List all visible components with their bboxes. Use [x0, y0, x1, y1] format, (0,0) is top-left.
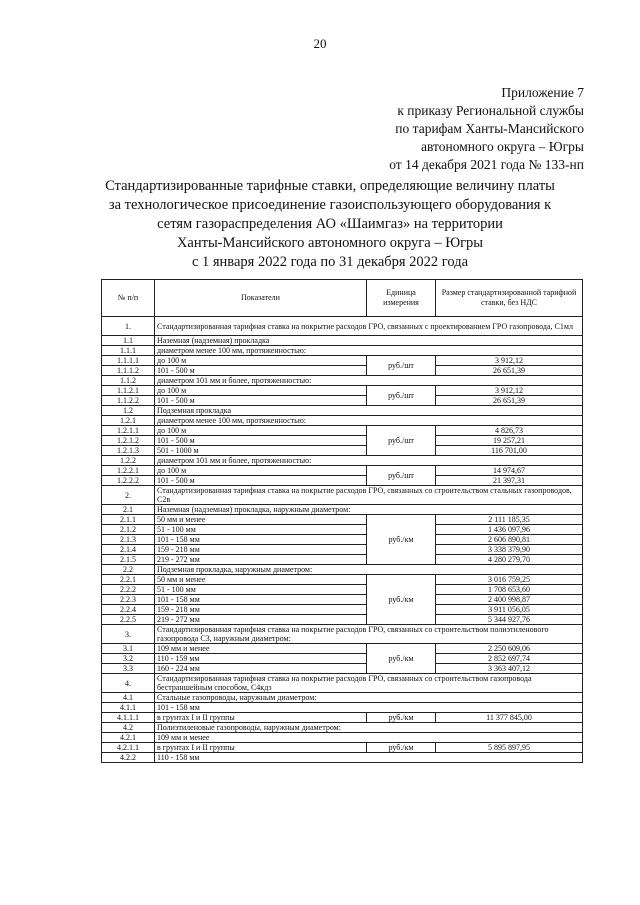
table-row	[102, 505, 583, 515]
table-row	[102, 436, 583, 446]
row-value: 3 363 407,12	[436, 664, 583, 674]
table-row	[102, 615, 583, 625]
row-number: 2.1.4	[102, 545, 155, 555]
row-number: 3.	[102, 625, 155, 644]
row-value: 2 111 185,35	[436, 515, 583, 525]
row-indicator: 101 - 158 мм	[155, 595, 367, 605]
table-row	[102, 456, 583, 466]
row-value: 14 974,67	[436, 466, 583, 476]
row-number: 4.1.1.1	[102, 713, 155, 723]
row-indicator: 101 - 500 м	[155, 436, 367, 446]
title-line: Ханты-Мансийского автономного округа – Югры	[176, 235, 484, 251]
row-number: 1.2.1.2	[102, 436, 155, 446]
appendix-line: автономного округа – Югры	[421, 139, 584, 154]
row-indicator: 110 - 159 мм	[155, 654, 367, 664]
row-number: 4.2.2	[102, 753, 155, 763]
table-row	[102, 565, 583, 575]
tariff-table	[101, 279, 583, 763]
row-number: 2.1.2	[102, 525, 155, 535]
table-row	[102, 644, 583, 654]
row-value: 2 606 890,81	[436, 535, 583, 545]
table-row	[102, 575, 583, 585]
row-indicator: 101 - 500 м	[155, 396, 367, 406]
table-row	[102, 525, 583, 535]
table-row	[102, 595, 583, 605]
row-indicator: 101 - 500 м	[155, 476, 367, 486]
header-indicator: Показатели	[155, 280, 367, 317]
table-row	[102, 674, 583, 693]
title-line: сетям газораспределения АО «Шаимгаз» на территории	[157, 216, 503, 232]
row-number: 2.	[102, 486, 155, 505]
row-unit: руб./км	[367, 515, 436, 565]
row-indicator: 501 - 1000 м	[155, 446, 367, 456]
row-indicator: 50 мм и менее	[155, 515, 367, 525]
row-indicator: 219 - 272 мм	[155, 615, 367, 625]
row-number: 4.2	[102, 723, 155, 733]
row-number: 2.2.2	[102, 585, 155, 595]
row-indicator: Стандартизированная тарифная ставка на покрытие расходов ГРО, связанных со строительством газопровода бестраншейным способом, С4кдз	[155, 674, 583, 693]
row-number: 2.1.1	[102, 515, 155, 525]
table-row	[102, 545, 583, 555]
row-value: 3 911 056,05	[436, 605, 583, 615]
row-number: 2.1	[102, 505, 155, 515]
row-indicator: Стандартизированная тарифная ставка на покрытие расходов ГРО, связанных со строительством стальных газопроводов, С2в	[155, 486, 583, 505]
row-indicator: 219 - 272 мм	[155, 555, 367, 565]
row-unit: руб./шт	[367, 356, 436, 376]
row-value: 11 377 845,00	[436, 713, 583, 723]
appendix-line: по тарифам Ханты-Мансийского	[395, 121, 584, 136]
row-value: 26 651,39	[436, 396, 583, 406]
row-number: 2.2.5	[102, 615, 155, 625]
table-row	[102, 743, 583, 753]
table-row	[102, 605, 583, 615]
row-value: 3 912,12	[436, 356, 583, 366]
row-value: 5 344 927,76	[436, 615, 583, 625]
row-indicator: 109 мм и менее	[155, 733, 583, 743]
table-row	[102, 396, 583, 406]
row-number: 3.1	[102, 644, 155, 654]
row-indicator: 51 - 100 мм	[155, 525, 367, 535]
table-row	[102, 654, 583, 664]
table-row	[102, 406, 583, 416]
appendix-line: к приказу Региональной службы	[397, 103, 584, 118]
row-number: 1.2.1.3	[102, 446, 155, 456]
row-indicator: 159 - 218 мм	[155, 545, 367, 555]
appendix-block	[389, 84, 584, 174]
title-line: за технологическое присоединение газоиспользующего оборудования к	[108, 197, 552, 213]
row-indicator: диаметром менее 100 мм, протяженностью:	[155, 416, 583, 426]
table-row	[102, 376, 583, 386]
row-number: 4.2.1	[102, 733, 155, 743]
row-value: 3 338 379,90	[436, 545, 583, 555]
table-row	[102, 723, 583, 733]
table-row	[102, 515, 583, 525]
row-number: 2.2.3	[102, 595, 155, 605]
row-unit: руб./шт	[367, 386, 436, 406]
row-indicator: 50 мм и менее	[155, 575, 367, 585]
row-value: 19 257,21	[436, 436, 583, 446]
row-unit: руб./км	[367, 644, 436, 674]
table-row	[102, 733, 583, 743]
row-indicator: Стандартизированная тарифная ставка на покрытие расходов ГРО, связанных с проектированием ГРО газопровода, С1мл	[155, 317, 583, 336]
row-indicator: 101 - 158 мм	[155, 703, 583, 713]
row-number: 1.2.2.2	[102, 476, 155, 486]
row-indicator: 51 - 100 мм	[155, 585, 367, 595]
row-indicator: 101 - 500 м	[155, 366, 367, 376]
row-number: 2.1.5	[102, 555, 155, 565]
row-value: 2 400 998,87	[436, 595, 583, 605]
table-row	[102, 446, 583, 456]
row-number: 1.2	[102, 406, 155, 416]
appendix-line: Приложение 7	[501, 85, 584, 100]
row-value: 4 826,73	[436, 426, 583, 436]
row-indicator: Наземная (надземная) прокладка	[155, 336, 583, 346]
row-indicator: до 100 м	[155, 466, 367, 476]
row-indicator: 101 - 158 мм	[155, 535, 367, 545]
row-number: 1.1.2	[102, 376, 155, 386]
table-row	[102, 366, 583, 376]
table-row	[102, 346, 583, 356]
table-row	[102, 585, 583, 595]
table-body	[102, 317, 583, 763]
row-indicator: Подземная прокладка, наружным диаметром:	[155, 565, 583, 575]
row-number: 1.2.2	[102, 456, 155, 466]
table-row	[102, 535, 583, 545]
row-number: 1.1.1.2	[102, 366, 155, 376]
row-value: 1 436 097,96	[436, 525, 583, 535]
row-number: 2.2.4	[102, 605, 155, 615]
row-number: 1.2.1.1	[102, 426, 155, 436]
table-row	[102, 416, 583, 426]
document-title	[70, 177, 590, 272]
row-value: 2 250 609,06	[436, 644, 583, 654]
page-number: 20	[313, 36, 327, 51]
row-number: 4.	[102, 674, 155, 693]
row-number: 2.1.3	[102, 535, 155, 545]
table-row	[102, 466, 583, 476]
title-line: с 1 января 2022 года по 31 декабря 2022 года	[191, 254, 469, 270]
row-number: 2.2.1	[102, 575, 155, 585]
row-number: 3.2	[102, 654, 155, 664]
row-number: 4.1	[102, 693, 155, 703]
table-row	[102, 476, 583, 486]
row-value: 116 701,00	[436, 446, 583, 456]
row-unit: руб./км	[367, 575, 436, 625]
table-row	[102, 426, 583, 436]
table-row	[102, 664, 583, 674]
row-unit: руб./шт	[367, 426, 436, 456]
row-number: 1.1.2.1	[102, 386, 155, 396]
row-number: 1.1.2.2	[102, 396, 155, 406]
row-indicator: диаметром 101 мм и более, протяженностью:	[155, 376, 583, 386]
row-indicator: 160 - 224 мм	[155, 664, 367, 674]
row-number: 1.1	[102, 336, 155, 346]
row-number: 4.1.1	[102, 703, 155, 713]
row-number: 1.1.1	[102, 346, 155, 356]
table-row	[102, 317, 583, 336]
row-indicator: Наземная (надземная) прокладка, наружным диаметром:	[155, 505, 583, 515]
table-row	[102, 713, 583, 723]
table-row	[102, 703, 583, 713]
row-value: 21 397,31	[436, 476, 583, 486]
row-unit: руб./км	[367, 713, 436, 723]
header-num: № п/п	[102, 280, 155, 317]
table-row	[102, 336, 583, 346]
row-indicator: 109 мм и менее	[155, 644, 367, 654]
row-number: 1.2.2.1	[102, 466, 155, 476]
row-number: 1.2.1	[102, 416, 155, 426]
row-indicator: в грунтах I и II группы	[155, 743, 367, 753]
row-value: 1 708 653,60	[436, 585, 583, 595]
row-number: 4.2.1.1	[102, 743, 155, 753]
table-row	[102, 625, 583, 644]
table-header-row	[102, 280, 583, 317]
table-row	[102, 486, 583, 505]
row-value: 2 852 697,74	[436, 654, 583, 664]
table-row	[102, 356, 583, 366]
table-row	[102, 555, 583, 565]
row-number: 1.1.1.1	[102, 356, 155, 366]
row-indicator: Подземная прокладка	[155, 406, 583, 416]
row-indicator: Стальные газопроводы, наружным диаметром:	[155, 693, 583, 703]
table-row	[102, 753, 583, 763]
header-unit: Единица измерения	[367, 280, 436, 317]
row-indicator: до 100 м	[155, 386, 367, 396]
row-indicator: 159 - 218 мм	[155, 605, 367, 615]
table-row	[102, 386, 583, 396]
row-indicator: в грунтах I и II группы	[155, 713, 367, 723]
row-indicator: Полиэтиленовые газопроводы, наружным диаметром:	[155, 723, 583, 733]
table-row	[102, 693, 583, 703]
row-value: 3 912,12	[436, 386, 583, 396]
row-value: 26 651,39	[436, 366, 583, 376]
row-indicator: до 100 м	[155, 426, 367, 436]
row-indicator: 110 - 158 мм	[155, 753, 583, 763]
row-number: 1.	[102, 317, 155, 336]
row-unit: руб./км	[367, 743, 436, 753]
row-value: 3 016 759,25	[436, 575, 583, 585]
title-line: Стандартизированные тарифные ставки, определяющие величину платы	[105, 178, 555, 194]
row-unit: руб./шт	[367, 466, 436, 486]
header-value: Размер стандартизированной тарифной ставки, без НДС	[436, 280, 583, 317]
row-number: 2.2	[102, 565, 155, 575]
row-number: 3.3	[102, 664, 155, 674]
row-value: 5 895 897,95	[436, 743, 583, 753]
row-indicator: Стандартизированная тарифная ставка на покрытие расходов ГРО, связанных со строительством полиэтиленового газопровода С3, наружным диаметром:	[155, 625, 583, 644]
row-indicator: диаметром менее 100 мм, протяженностью:	[155, 346, 583, 356]
appendix-line: от 14 декабря 2021 года № 133-нп	[389, 157, 584, 172]
row-value: 4 280 279,70	[436, 555, 583, 565]
row-indicator: до 100 м	[155, 356, 367, 366]
row-indicator: диаметром 101 мм и более, протяженностью:	[155, 456, 583, 466]
